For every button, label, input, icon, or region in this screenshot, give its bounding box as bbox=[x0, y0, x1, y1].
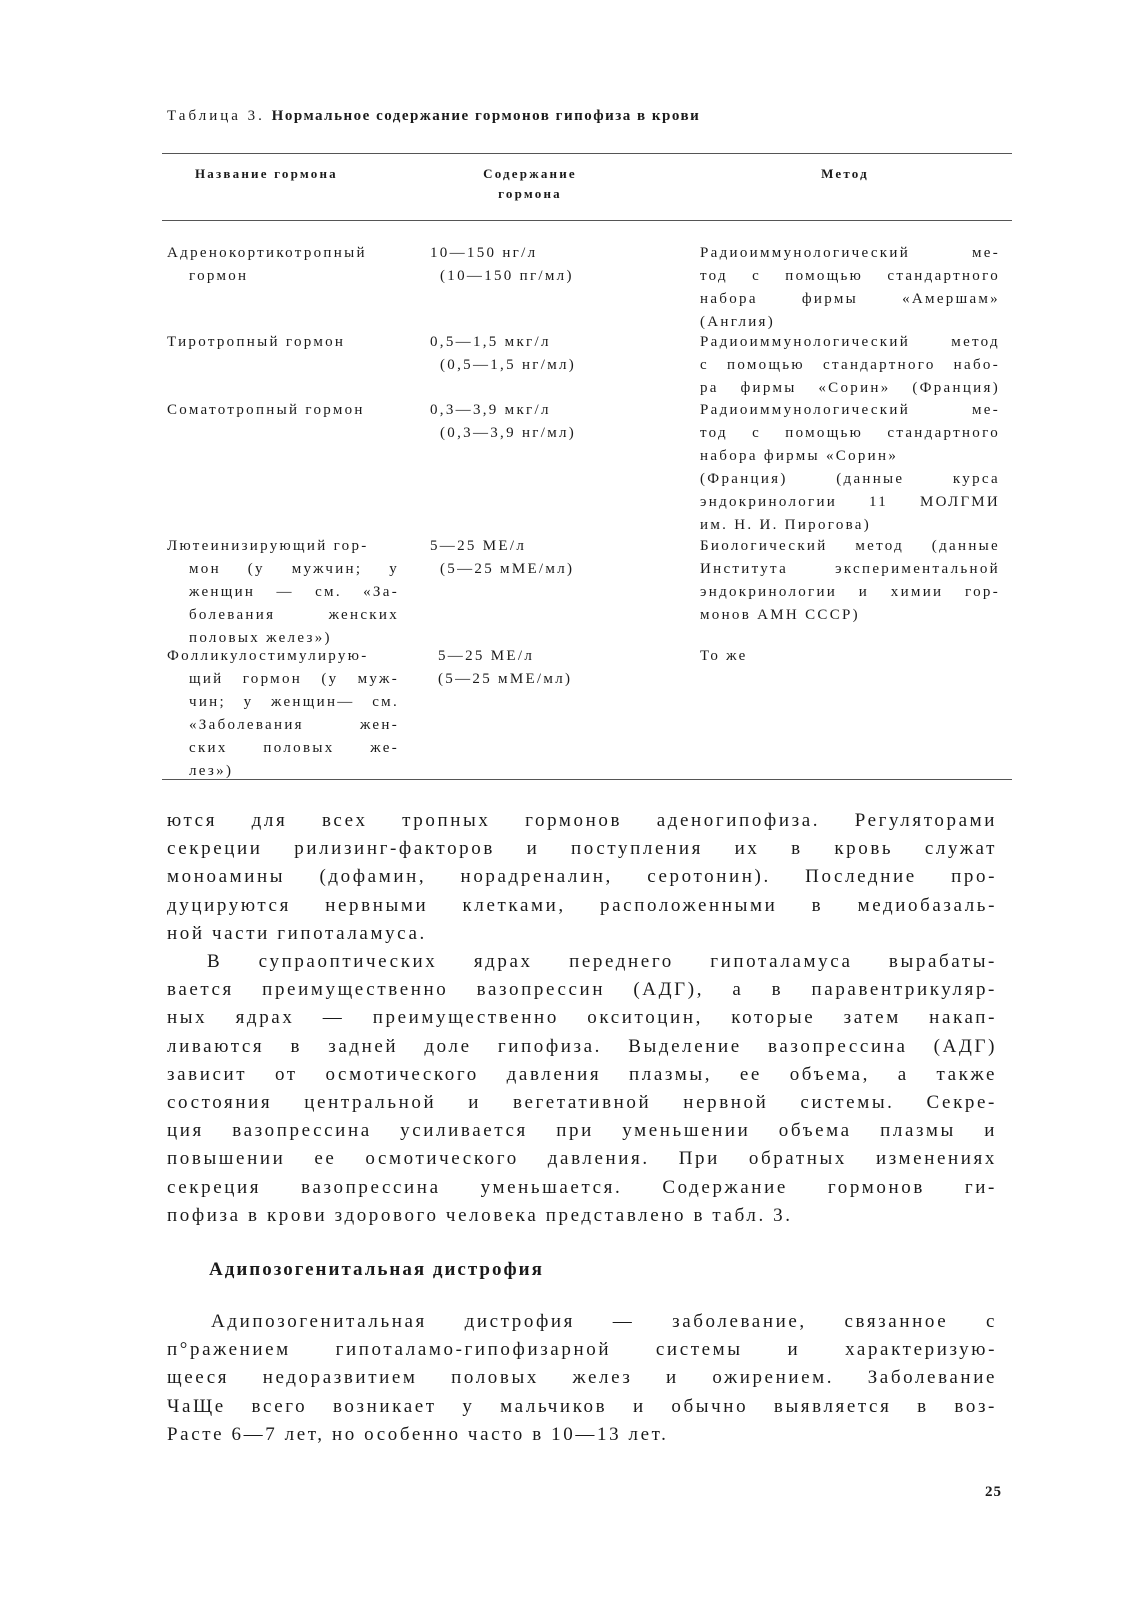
row5-name-line: ских половых же- bbox=[189, 740, 399, 756]
table-caption-title: Нормальное содержание гормонов гипофиза в крови bbox=[271, 108, 701, 124]
row4-content bbox=[430, 535, 680, 581]
paragraph-line: пофиза в крови здорового человека представлено в табл. 3. bbox=[167, 1204, 793, 1226]
row3-method-line: эндокринологии 11 МОЛГМИ bbox=[700, 494, 1000, 510]
row3-method-line: Радиоиммунологический ме- bbox=[700, 402, 1000, 418]
paragraph-1 bbox=[167, 807, 997, 948]
row1-content bbox=[430, 242, 680, 288]
row5-name-line: лез») bbox=[189, 763, 234, 779]
header-hormone-content bbox=[460, 164, 600, 204]
row3-method bbox=[700, 399, 1000, 537]
paragraph-line: ция вазопрессина усиливается при уменьшении объема плазмы и bbox=[167, 1120, 997, 1142]
row2-method-line: Радиоиммунологический метод bbox=[700, 334, 1000, 350]
header-method: Метод bbox=[821, 166, 869, 181]
paragraph-line: дуцируются нервными клетками, расположенными в медиобазаль- bbox=[167, 894, 997, 916]
row5-method bbox=[700, 645, 1000, 668]
paragraph-line: ливаются в задней доле гипофиза. Выделение вазопрессина (АДГ) bbox=[167, 1035, 997, 1057]
row2-method-line: ра фирмы «Сорин» (Франция) bbox=[700, 380, 1000, 396]
row2-method bbox=[700, 331, 1000, 400]
row4-content-line: (5—25 мМЕ/мл) bbox=[440, 561, 575, 577]
row1-method-line: Радиоиммунологический ме- bbox=[700, 245, 1000, 261]
paragraph-line: ются для всех тропных гормонов аденогипофиза. Регуляторами bbox=[167, 810, 997, 831]
row1-content-line: (10—150 пг/мл) bbox=[440, 268, 574, 284]
paragraph-line: щееся недоразвитием половых желез и ожирением. Заболевание bbox=[167, 1367, 997, 1389]
row2-content-line: (0,5—1,5 нг/мл) bbox=[440, 357, 577, 373]
row5-content bbox=[438, 645, 688, 691]
header-content-line1: Содержание bbox=[483, 166, 577, 181]
row4-name-line: женщин — см. «За- bbox=[189, 584, 399, 600]
row1-name-line: гормон bbox=[189, 268, 249, 284]
paragraph-line: зависит от осмотического давления плазмы, ее объема, а также bbox=[167, 1063, 997, 1085]
paragraph-line: вается преимущественно вазопрессин (АДГ), а в паравентрикуляр- bbox=[167, 979, 997, 1001]
table-header-rule bbox=[162, 220, 1012, 221]
row2-content-line: 0,5—1,5 мкг/л bbox=[430, 334, 551, 350]
row3-method-line: набора фирмы «Сорин» bbox=[700, 448, 899, 464]
row2-method-line: с помощью стандартного набо- bbox=[700, 357, 1000, 373]
paragraph-line: ЧаЩе всего возникает у мальчиков и обычно выявляется в воз- bbox=[167, 1395, 997, 1417]
row4-method-line: Института экспериментальной bbox=[700, 561, 1000, 577]
row1-method-line: тод с помощью стандартного bbox=[700, 268, 1000, 284]
row2-name-line: Тиротропный гормон bbox=[167, 334, 346, 350]
row4-name-line: половых желез») bbox=[189, 630, 332, 646]
row3-name-line: Соматотропный гормон bbox=[167, 402, 365, 418]
header-hormone-name: Название гормона bbox=[195, 166, 338, 181]
paragraph-line: Адипозогенитальная дистрофия — заболевание, связанное с bbox=[211, 1311, 997, 1332]
row4-content-line: 5—25 МЕ/л bbox=[430, 538, 527, 554]
paragraph-line: Расте 6—7 лет, но особенно часто в 10—13 лет. bbox=[167, 1423, 669, 1445]
paragraph-line: состояния центральной и вегетативной нервной системы. Секре- bbox=[167, 1092, 997, 1114]
row5-name-line: чин; у женщин— см. bbox=[189, 694, 399, 710]
row1-content-line: 10—150 нг/л bbox=[430, 245, 538, 261]
section-title: Адипозогенитальная дистрофия bbox=[209, 1259, 544, 1280]
row5-method-line: То же bbox=[700, 648, 748, 664]
paragraph-line: секреции рилизинг-факторов и поступления их в кровь служат bbox=[167, 838, 997, 860]
row4-method-line: эндокринологии и химии гор- bbox=[700, 584, 1000, 600]
table-caption bbox=[167, 108, 700, 125]
page-number: 25 bbox=[985, 1484, 1002, 1500]
row5-name-line: Фолликулостимулирую- bbox=[167, 648, 369, 664]
paragraph-line: повышении ее осмотического давления. При обратных изменениях bbox=[167, 1148, 997, 1170]
row1-method-line: (Англия) bbox=[700, 314, 776, 330]
row2-name bbox=[167, 331, 399, 354]
row5-name bbox=[167, 645, 399, 783]
row1-method-line: набора фирмы «Амершам» bbox=[700, 291, 1000, 307]
row3-method-line: им. Н. И. Пирогова) bbox=[700, 517, 872, 533]
paragraph-line: секреция вазопрессина уменьшается. Содержание гормонов ги- bbox=[167, 1176, 997, 1198]
table-caption-label: Таблица 3. bbox=[167, 108, 265, 124]
paragraph-line: В супраоптических ядрах переднего гипоталамуса вырабаты- bbox=[207, 951, 997, 972]
row4-name-line: болевания женских bbox=[189, 607, 399, 623]
paragraph-line: ных ядрах — преимущественно окситоцин, которые затем накап- bbox=[167, 1007, 997, 1029]
row4-method bbox=[700, 535, 1000, 627]
row1-name bbox=[167, 242, 399, 288]
row3-method-line: тод с помощью стандартного bbox=[700, 425, 1000, 441]
row5-name-line: «Заболевания жен- bbox=[189, 717, 399, 733]
row3-content bbox=[430, 399, 680, 445]
row5-content-line: 5—25 МЕ/л bbox=[438, 648, 535, 664]
header-content-line2: гормона bbox=[498, 186, 562, 201]
row4-name-line: мон (у мужчин; у bbox=[189, 561, 399, 577]
paragraph-2 bbox=[167, 948, 997, 1230]
row5-name-line: щий гормон (у муж- bbox=[189, 671, 399, 687]
row4-method-line: монов АМН СССР) bbox=[700, 607, 860, 623]
row3-content-line: 0,3—3,9 мкг/л bbox=[430, 402, 551, 418]
paragraph-line: ной части гипоталамуса. bbox=[167, 922, 427, 944]
row3-method-line: (Франция) (данные курса bbox=[700, 471, 1000, 487]
paragraph-line: п°ражением гипоталамо-гипофизарной системы и характеризую- bbox=[167, 1339, 997, 1361]
row3-content-line: (0,3—3,9 нг/мл) bbox=[440, 425, 577, 441]
row2-content bbox=[430, 331, 680, 377]
row3-name bbox=[167, 399, 399, 422]
table-top-rule bbox=[162, 153, 1012, 154]
row4-name bbox=[167, 535, 399, 650]
paragraph-3 bbox=[167, 1308, 997, 1449]
row4-method-line: Биологический метод (данные bbox=[700, 538, 1000, 554]
paragraph-line: моноамины (дофамин, норадреналин, серотонин). Последние про- bbox=[167, 866, 997, 888]
row5-content-line: (5—25 мМЕ/мл) bbox=[438, 671, 573, 687]
row1-method bbox=[700, 242, 1000, 334]
row1-name-line: Адренокортикотропный bbox=[167, 245, 367, 261]
row4-name-line: Лютеинизирующий гор- bbox=[167, 538, 369, 554]
